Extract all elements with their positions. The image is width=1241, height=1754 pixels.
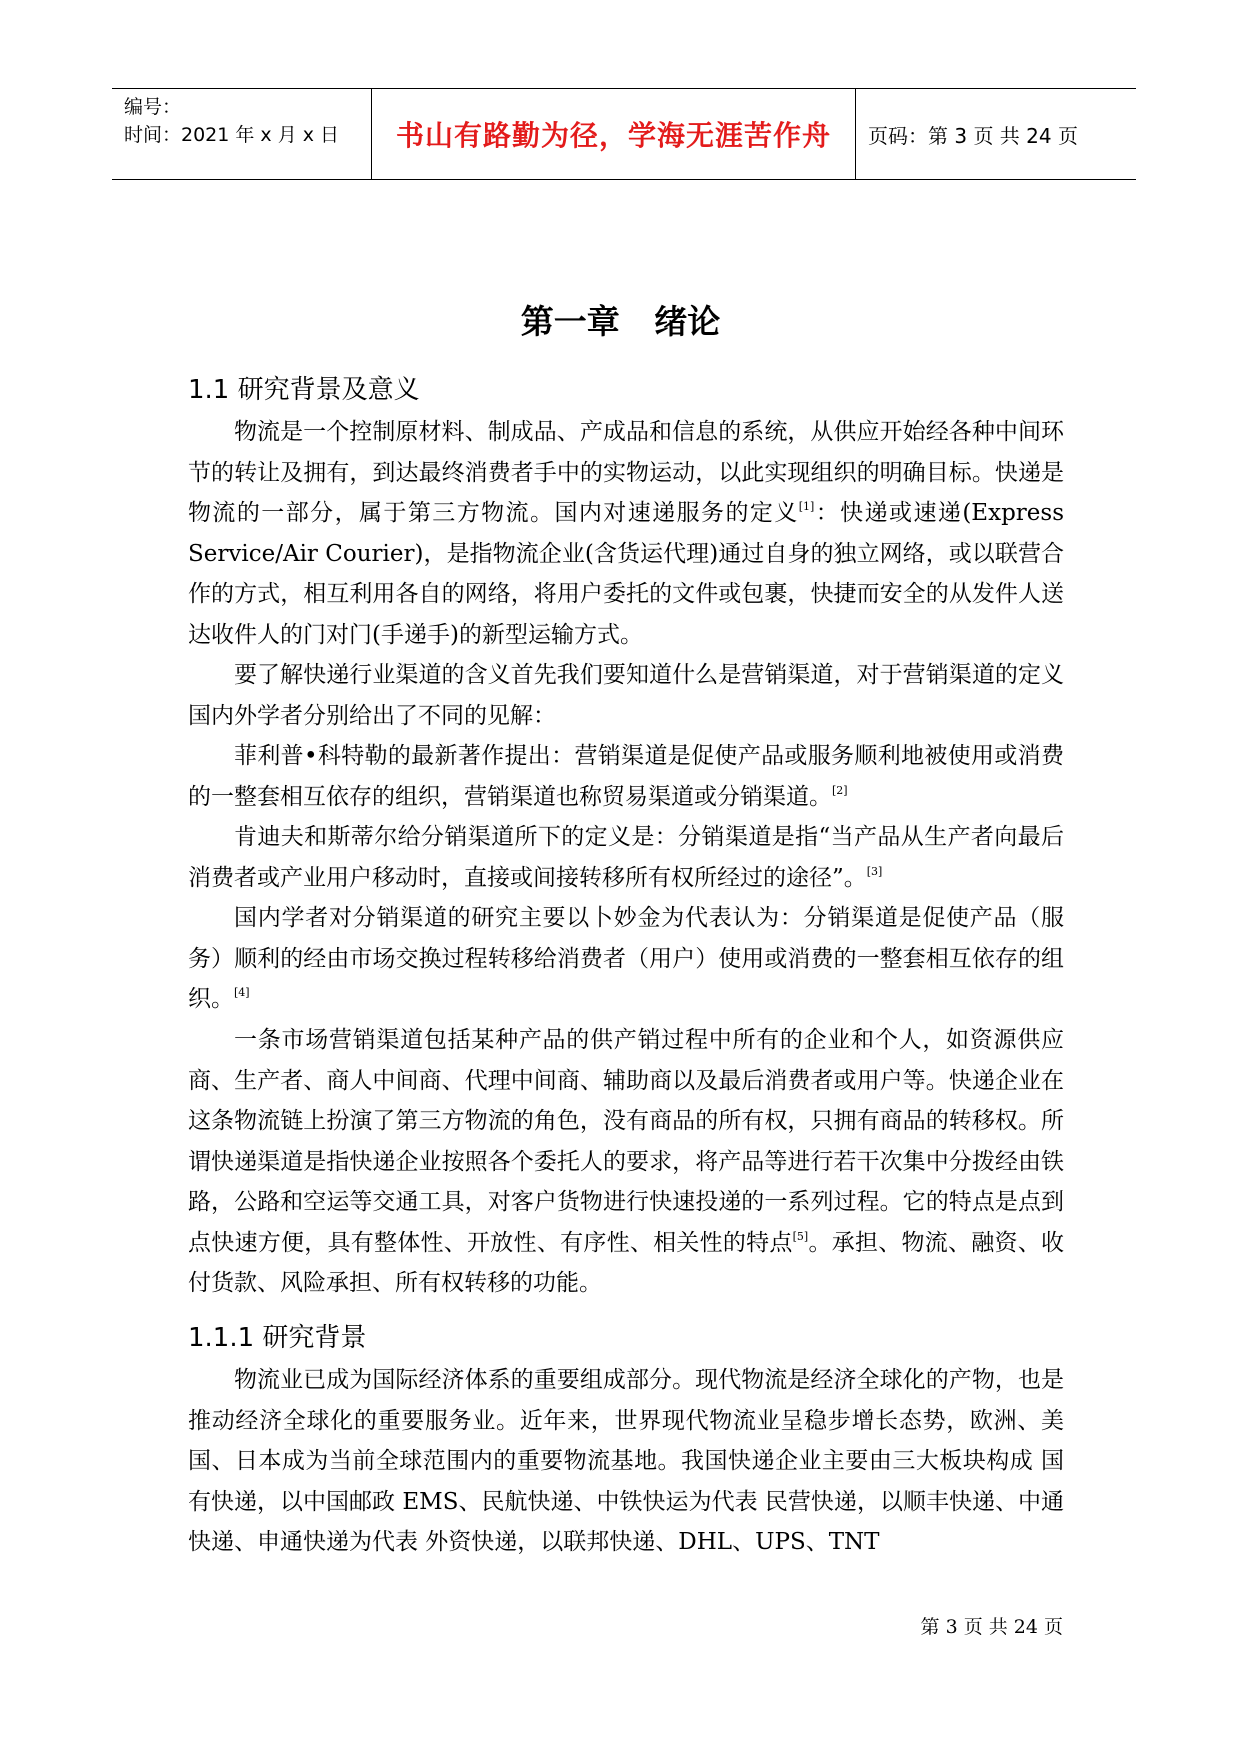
chapter-title: 第一章 绪论: [520, 302, 721, 341]
paragraph-research-background: [188, 1360, 1064, 1563]
paragraph-text: 肯迪夫和斯蒂尔给分销渠道所下的定义是：分销渠道是指“当产品从生产者向最后消费者或产业用户移动时，直接或间接转移所有权所经过的途径”。: [188, 824, 1064, 891]
reference-2: [2]: [832, 783, 848, 797]
paragraph-text: 。承担、物流、融资、收付货款、风险承担、所有权转移的功能。: [188, 1229, 1065, 1296]
paragraph-text: 物流业已成为国际经济体系的重要组成部分。现代物流是经济全球化的产物，也是推动经济全球化的重要服务业。近年来，世界现代物流业呈稳步增长态势，欧洲、美国、日本成为当前全球范围内的重要物流基地。我国快递企业主要由三大板块构成 国有快递，以中国邮政 EMS、民航快递、中铁快运为代表 民营快递，以顺丰快递、中通快递、申通快递为代表 外资快递，以联邦快递、DHL、UPS、TNT: [188, 1367, 1064, 1555]
paragraph-text: 国内学者对分销渠道的研究主要以卜妙金为代表认为：分销渠道是促使产品（服务）顺利的经由市场交换过程转移给消费者（用户）使用或消费的一整套相互依存的组织。: [188, 905, 1064, 1012]
reference-1: [1]: [798, 500, 815, 513]
number-label: 编号：: [124, 96, 182, 118]
time-label: 时间：2021 年 x 月 x 日: [124, 124, 340, 146]
paragraph-text: ：快递或速递(Express Service/Air Courier)，是指物流企业(含货运代理)通过自身的独立网络，或以联营合作的方式，相互利用各自的网络，将用户委托的文件或包裹，快捷而安全的从发件人送达收件人的门对门(手递手)的新型运输方式。: [188, 500, 1065, 648]
paragraph-domestic-scholars: [188, 898, 1064, 1020]
page-footer: 第 3 页 共 24 页: [920, 1616, 1063, 1638]
header-meta: [112, 89, 372, 179]
paragraph-logistics-definition: [188, 412, 1064, 655]
page-header: [112, 88, 1136, 180]
paragraph-cundiff-still: [188, 817, 1064, 898]
paragraph-kotler: [188, 736, 1064, 817]
header-motto: [372, 89, 856, 179]
page-info-text: 页码：第 3 页 共 24 页: [868, 123, 1078, 148]
section-heading-1-1-1: 1.1.1 研究背景: [188, 1323, 367, 1353]
paragraph-text: 要了解快递行业渠道的含义首先我们要知道什么是营销渠道，对于营销渠道的定义国内外学者分别给出了不同的见解：: [188, 662, 1064, 729]
paragraph-channel-intro: [188, 655, 1064, 736]
section-heading-1-1: 1.1 研究背景及意义: [188, 375, 420, 405]
paragraph-text: 物流是一个控制原材料、制成品、产成品和信息的系统，从供应开始经各种中间环节的转让及拥有，到达最终消费者手中的实物运动，以此实现组织的明确目标。快递是物流的一部分，属于第三方物流。国内对速递服务的定义: [188, 419, 1064, 526]
reference-4: [4]: [234, 986, 250, 999]
paragraph-text: 一条市场营销渠道包括某种产品的供产销过程中所有的企业和个人，如资源供应商、生产者、商人中间商、代理中间商、辅助商以及最后消费者或用户等。快递企业在这条物流链上扮演了第三方物流的角色，没有商品的所有权，只拥有商品的转移权。所谓快递渠道是指快递企业按照各个委托人的要求，将产品等进行若干次集中分拨经由铁路，公路和空运等交通工具，对客户货物进行快速投递的一系列过程。它的特点是点到点快速方便，具有整体性、开放性、有序性、相关性的特点: [188, 1027, 1064, 1256]
paragraph-text: 菲利普•科特勒的最新著作提出：营销渠道是促使产品或服务顺利地被使用或消费的一整套相互依存的组织，营销渠道也称贸易渠道或分销渠道。: [188, 743, 1064, 810]
paragraph-express-channel: [188, 1020, 1064, 1304]
reference-5: [5]: [792, 1229, 809, 1243]
reference-3: [3]: [866, 864, 883, 878]
header-page-info: [856, 89, 1136, 179]
motto-text: 书山有路勤为径，学海无涯苦作舟: [395, 119, 831, 152]
